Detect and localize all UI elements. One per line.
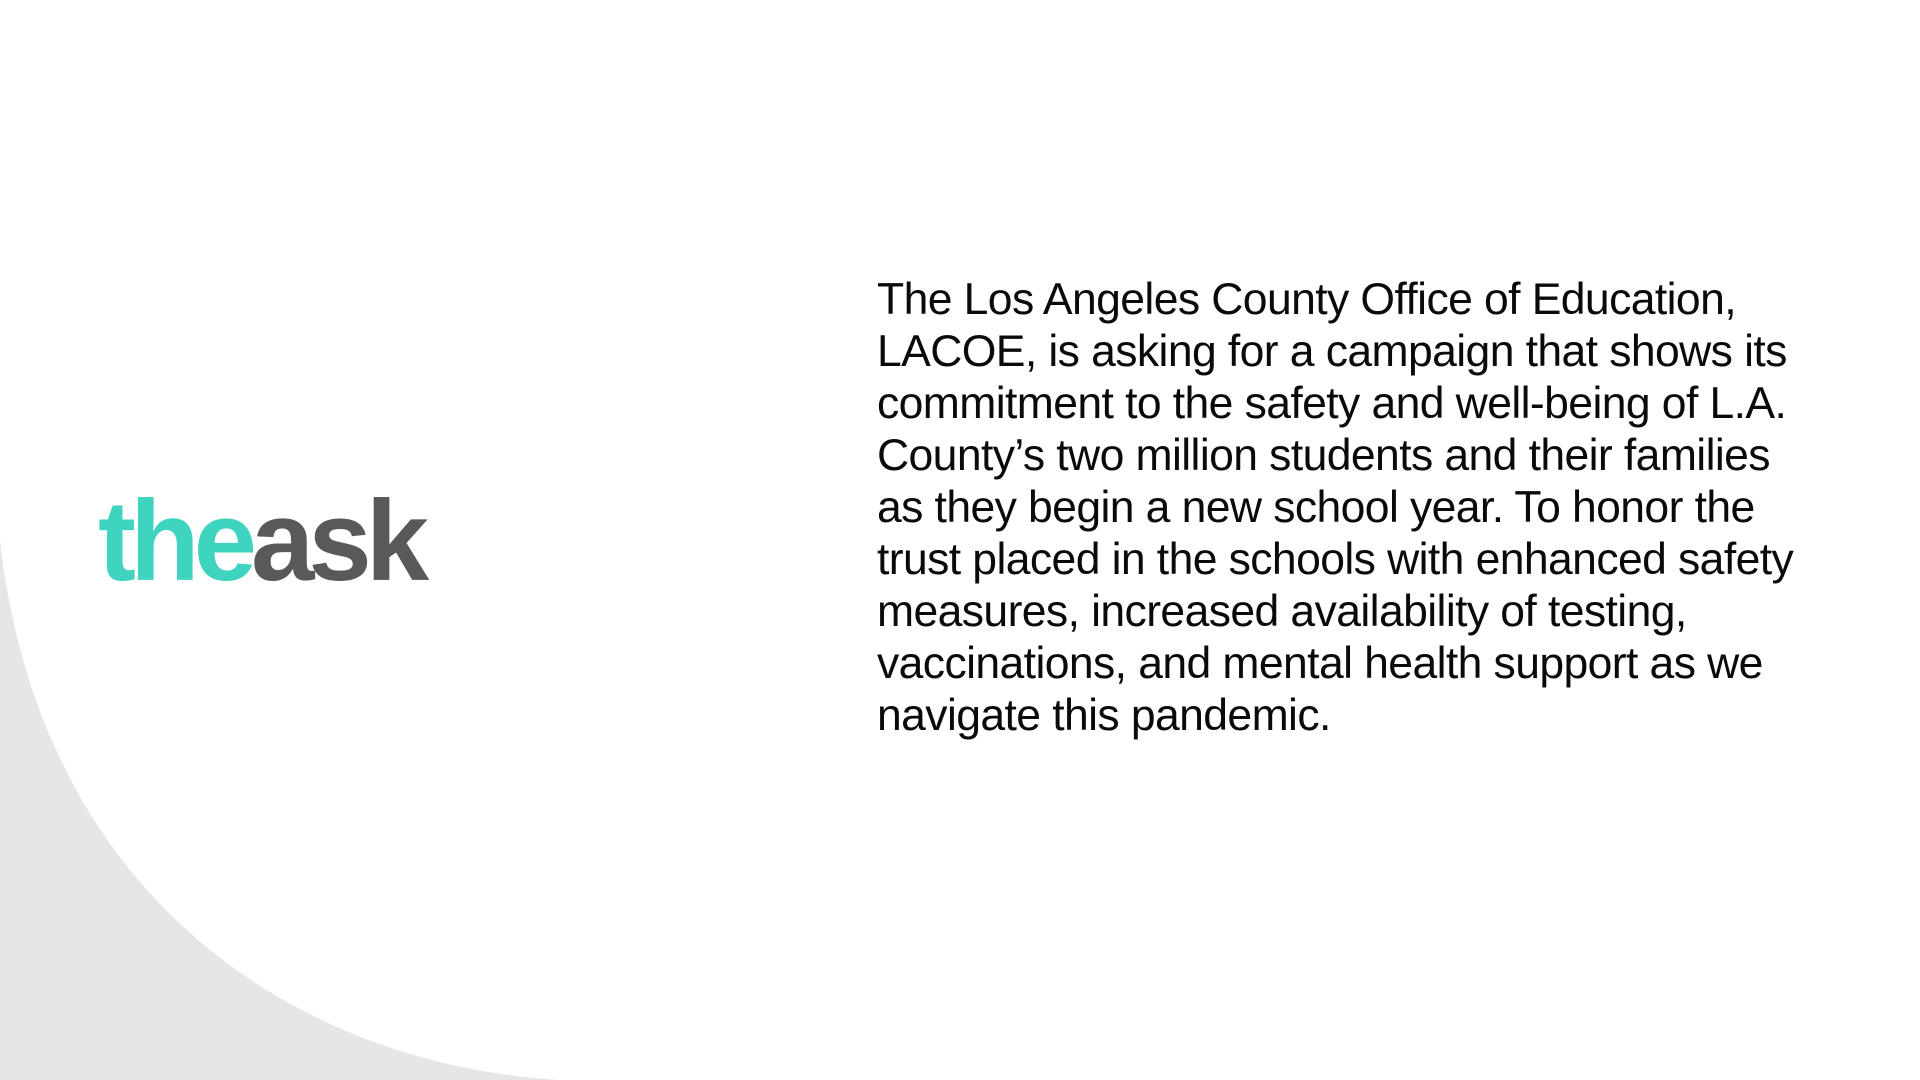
slide-heading [98, 478, 424, 605]
heading-gray-word: ask [251, 478, 424, 605]
body-paragraph: The Los Angeles County Office of Education, LACOE, is asking for a campaign that shows its commitment to the safety and well-being of L.A. County’s two million students and their families as they begin a new school year. To honor the trust placed in the schools with enhanced safety measures, increased availability of testing, vaccinations, and mental health support as we navigate this pandemic. [877, 275, 1794, 740]
heading-accent-word: the [98, 478, 251, 605]
